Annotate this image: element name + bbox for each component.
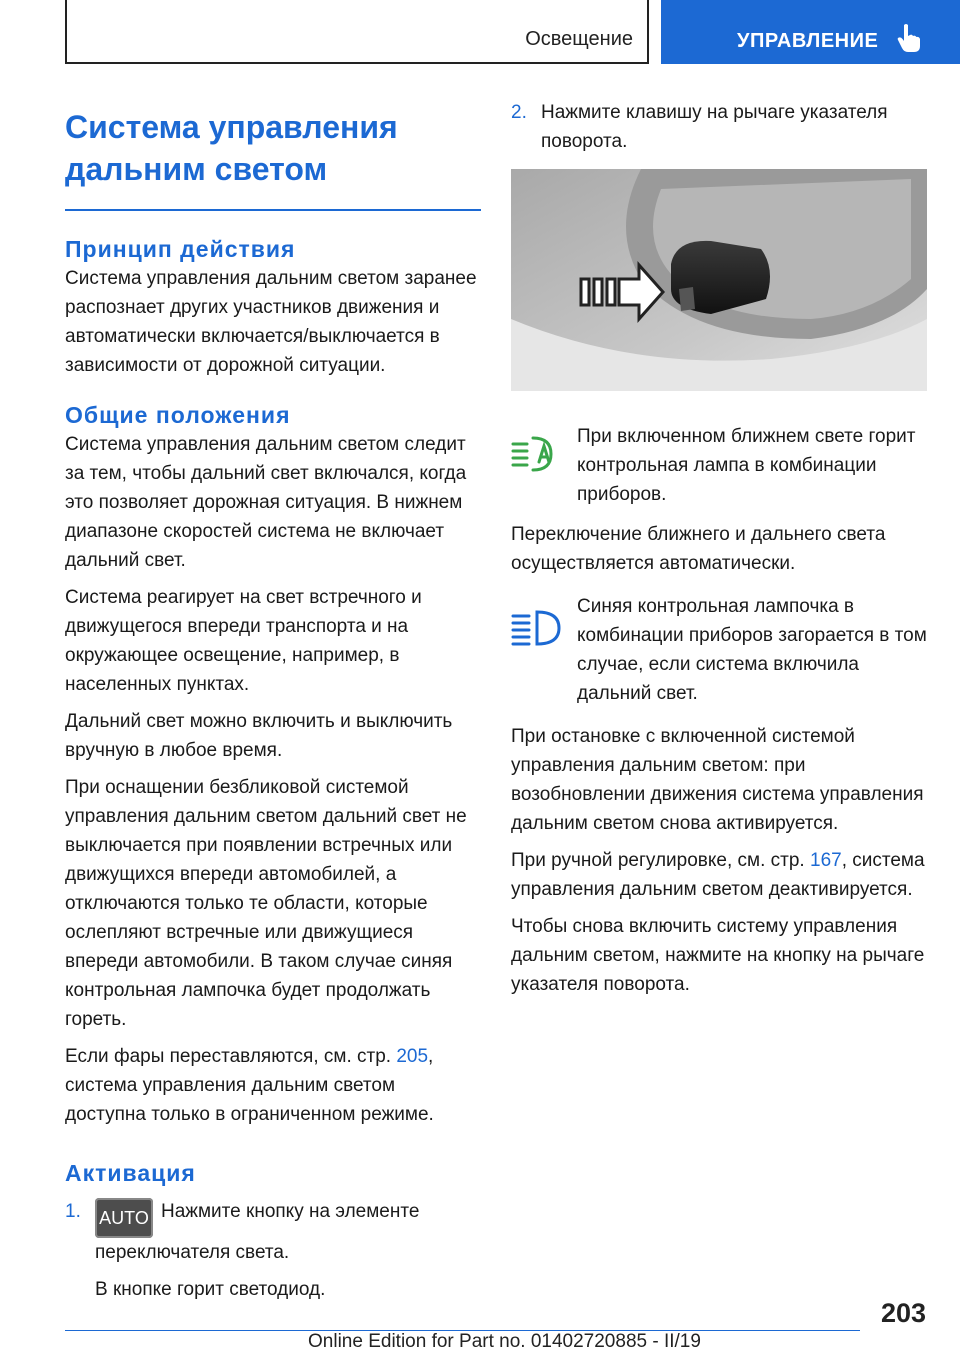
indicator-1-text: При включенном ближнем свете горит контрольная лампа в комбинации приборов. — [577, 426, 916, 505]
general-paragraph-1: Система управления дальним светом следит за тем, чтобы дальний свет включался, когда это позволяет дорожная ситуация. В нижнем диапазоне скоростей система не включает дальний свет. — [65, 434, 467, 571]
auto-button-icon: AUTO — [95, 1198, 153, 1238]
footer-edition: Online Edition for Part no. 01402720885 - II/19 — [308, 1331, 701, 1352]
manual-paragraph — [511, 846, 931, 904]
switching-paragraph: Переключение ближнего и дальнего света осуществляется автоматически. — [511, 524, 886, 574]
reenable-paragraph: Чтобы снова включить систему управления дальним светом, нажмите на кнопку на рычаге указателя поворота. — [511, 916, 925, 995]
indicator-2-text: Синяя контрольная лампочка в комбинации приборов загорается в том случае, если система включила дальний свет. — [577, 596, 927, 704]
stop-paragraph: При остановке с включенной системой управления дальним светом: при возобновлении движения система управления дальним светом снова активируется. — [511, 726, 924, 834]
page-title: Система управления дальним светом — [65, 109, 398, 187]
page-link-205[interactable]: 205 — [396, 1046, 429, 1067]
header-chapter-tab — [661, 0, 960, 64]
step-1 — [65, 1197, 481, 1267]
right-column — [511, 98, 931, 1007]
step-2-text: Нажмите клавишу на рычаге указателя поворота. — [541, 102, 888, 152]
step-1-text: Нажмите кнопку на элементе переключателя света. — [95, 1201, 420, 1263]
header-section-title: Освещение — [525, 28, 633, 50]
auto-headlight-indicator-icon — [511, 432, 563, 476]
turn-signal-lever-photo — [511, 169, 927, 391]
step-2-number: 2. — [511, 102, 527, 123]
step-1-number: 1. — [65, 1201, 81, 1222]
high-beam-indicator-icon — [511, 606, 563, 650]
general-paragraph-4: При оснащении безбликовой системой управления дальним светом дальний свет не выключается при появлении встречных или движущихся впереди автомобилей, а отключаются только те области, которые ослепляют встречные или движущиеся впереди автомобили. В таком случае синяя контрольная лампочка будет продолжать гореть. — [65, 777, 467, 1030]
heading-activation: Активация — [65, 1160, 196, 1186]
heading-general: Общие положения — [65, 402, 291, 428]
general-paragraph-2: Система реагирует на свет встречного и движущегося впереди транспорта и на окружающее освещение, например, в населенных пунктах. — [65, 587, 422, 695]
general-paragraph-3: Дальний свет можно включить и выключить вручную в любое время. — [65, 711, 453, 761]
principle-text: Система управления дальним светом заранее распознает других участников движения и автоматически включается/выключается в зависимости от дорожной ситуации. — [65, 268, 477, 376]
page-number: 203 — [881, 1298, 927, 1328]
left-column — [65, 100, 481, 1312]
manual-text-pre: При ручной регулировке, см. стр. — [511, 850, 810, 871]
manual-text-post: , система управления дальним светом деактивируется. — [511, 850, 925, 900]
p5-text-pre: Если фары переставляются, см. стр. — [65, 1046, 397, 1067]
heading-principle: Принцип действия — [65, 236, 296, 262]
step-1-subtext: В кнопке горит светодиод. — [95, 1279, 326, 1300]
title-divider — [65, 209, 481, 211]
indicator-para-2 — [511, 592, 931, 708]
step-2 — [511, 98, 931, 156]
p5-text-post: , система управления дальним светом доступна только в ограниченном режиме. — [65, 1046, 434, 1125]
header-section-box — [65, 0, 649, 64]
indicator-para-1 — [511, 422, 931, 510]
general-paragraph-5 — [65, 1042, 481, 1129]
header-chapter-title: УПРАВЛЕНИЕ — [737, 30, 879, 52]
page-link-167[interactable]: 167 — [810, 850, 842, 871]
hand-pointer-icon — [897, 23, 923, 53]
